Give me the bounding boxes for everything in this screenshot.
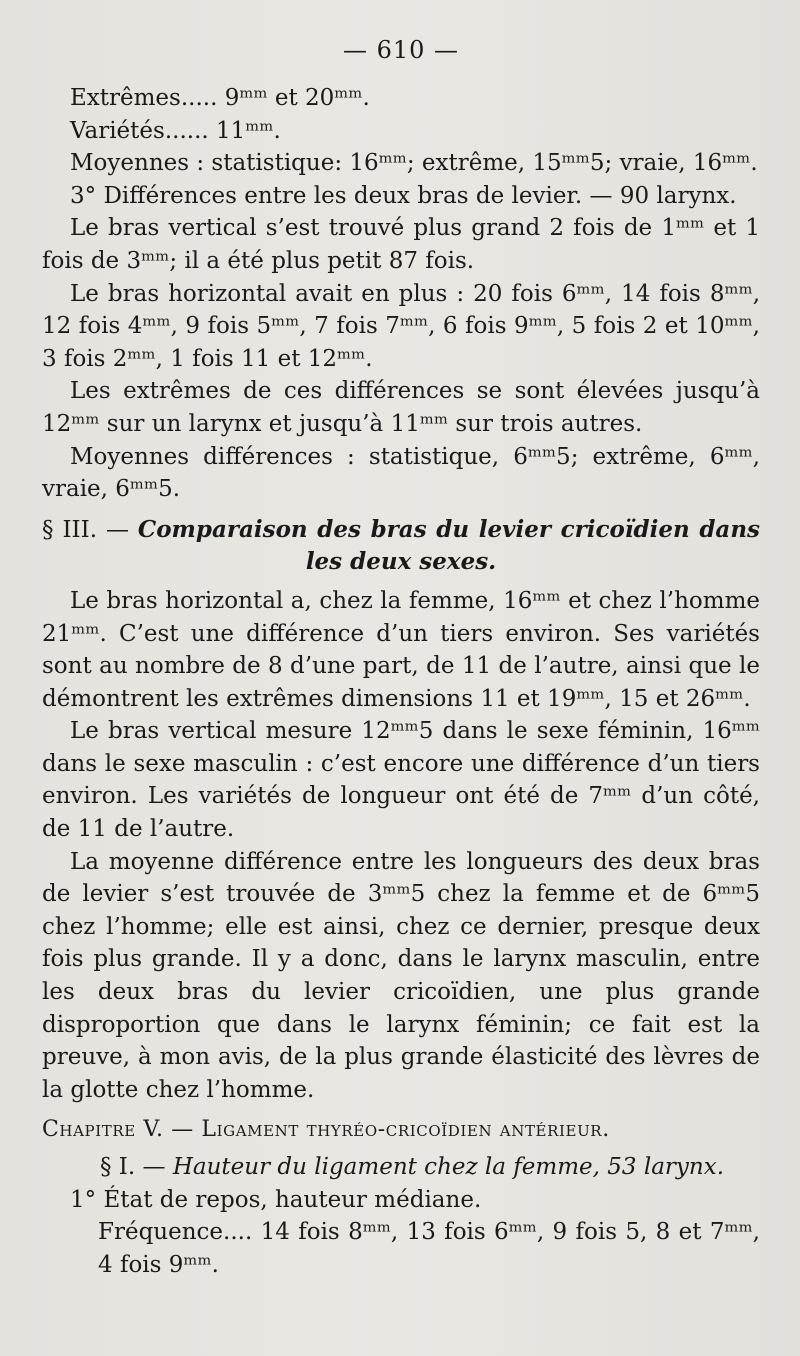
etat-repos-line: 1° État de repos, hauteur médiane. [70,1186,482,1213]
page-number: — 610 — [342,36,460,64]
section-i-title: Hauteur du ligament chez la femme, 53 larynx. [172,1154,725,1180]
paragraph-bras-vertical: Le bras vertical s’est trouvé plus grand 2 fois de 1ᵐᵐ et 1 fois de 3ᵐᵐ; il a été plus petit 87 fois. [42,215,760,274]
paragraph-moyenne-difference: La moyenne différence entre les longueurs des deux bras de levier s’est trouvée de 3ᵐᵐ5 chez la femme et de 6ᵐᵐ5 chez l’homme; elle est ainsi, chez ce dernier, presque deux fois plus grande. Il y a donc, dans le larynx masculin, entre les deux bras du levier cricoïdien, une plus grande disproportion que dans le larynx féminin; ce fait est la preuve, à mon avis, de la plus grande élasticité des lèvres de la glotte chez l’homme. [42,848,760,1103]
section-iii-mark: § III. — [42,516,138,543]
varietes-line: Variétés...... 11ᵐᵐ. [70,117,281,144]
paragraph-bras-horizontal: Le bras horizontal avait en plus : 20 fois 6ᵐᵐ, 14 fois 8ᵐᵐ, 12 fois 4ᵐᵐ, 9 fois 5ᵐᵐ, 7 fois 7ᵐᵐ, 6 fois 9ᵐᵐ, 5 fois 2 et 10ᵐᵐ, 3 fois 2ᵐᵐ, 1 fois 11 et 12ᵐᵐ. [42,280,760,372]
paragraph-extremes: Les extrêmes de ces différences se sont élevées jusqu’à 12ᵐᵐ sur un larynx et jusqu’à 11ᵐᵐ sur trois autres. [42,378,760,437]
frequence-line: Fréquence.... 14 fois 8ᵐᵐ, 13 fois 6ᵐᵐ, 9 fois 5, 8 et 7ᵐᵐ, 4 fois 9ᵐᵐ. [98,1219,760,1278]
chapter-heading: Chapitre V. — Ligament thyréo-cricoïdien antérieur. [42,1117,610,1143]
paragraph-moyennes: Moyennes différences : statistique, 6ᵐᵐ5; extrême, 6ᵐᵐ, vraie, 6ᵐᵐ5. [42,443,760,503]
extremes-line: Extrêmes..... 9ᵐᵐ et 20ᵐᵐ. [70,85,370,111]
section-iii-title: Comparaison des bras du levier cricoïdien dans les deux sexes. [137,515,760,576]
differences-heading: 3° Différences entre les deux bras de levier. — 90 larynx. [70,182,737,209]
section-i-mark: § I. — [100,1154,173,1180]
paragraph-vertical-sexes: Le bras vertical mesure 12ᵐᵐ5 dans le sexe féminin, 16ᵐᵐ dans le sexe masculin : c’est encore une différence d’un tiers environ. Les variétés de longueur ont été de 7ᵐᵐ d’un côté, de 11 de l’autre. [42,718,760,843]
section-i-heading [42,1151,760,1184]
paragraph-horizontal-sexes: Le bras horizontal a, chez la femme, 16ᵐᵐ et chez l’homme 21ᵐᵐ. C’est une différence d’un tiers environ. Ses variétés sont au nombre de 8 d’une part, de 11 de l’autre, ainsi que le démontrent les extrêmes dimensions 11 et 19ᵐᵐ, 15 et 26ᵐᵐ. [42,587,760,712]
moyennes-line: Moyennes : statistique: 16ᵐᵐ; extrême, 15ᵐᵐ5; vraie, 16ᵐᵐ. [70,150,758,177]
section-iii-heading [42,514,760,579]
